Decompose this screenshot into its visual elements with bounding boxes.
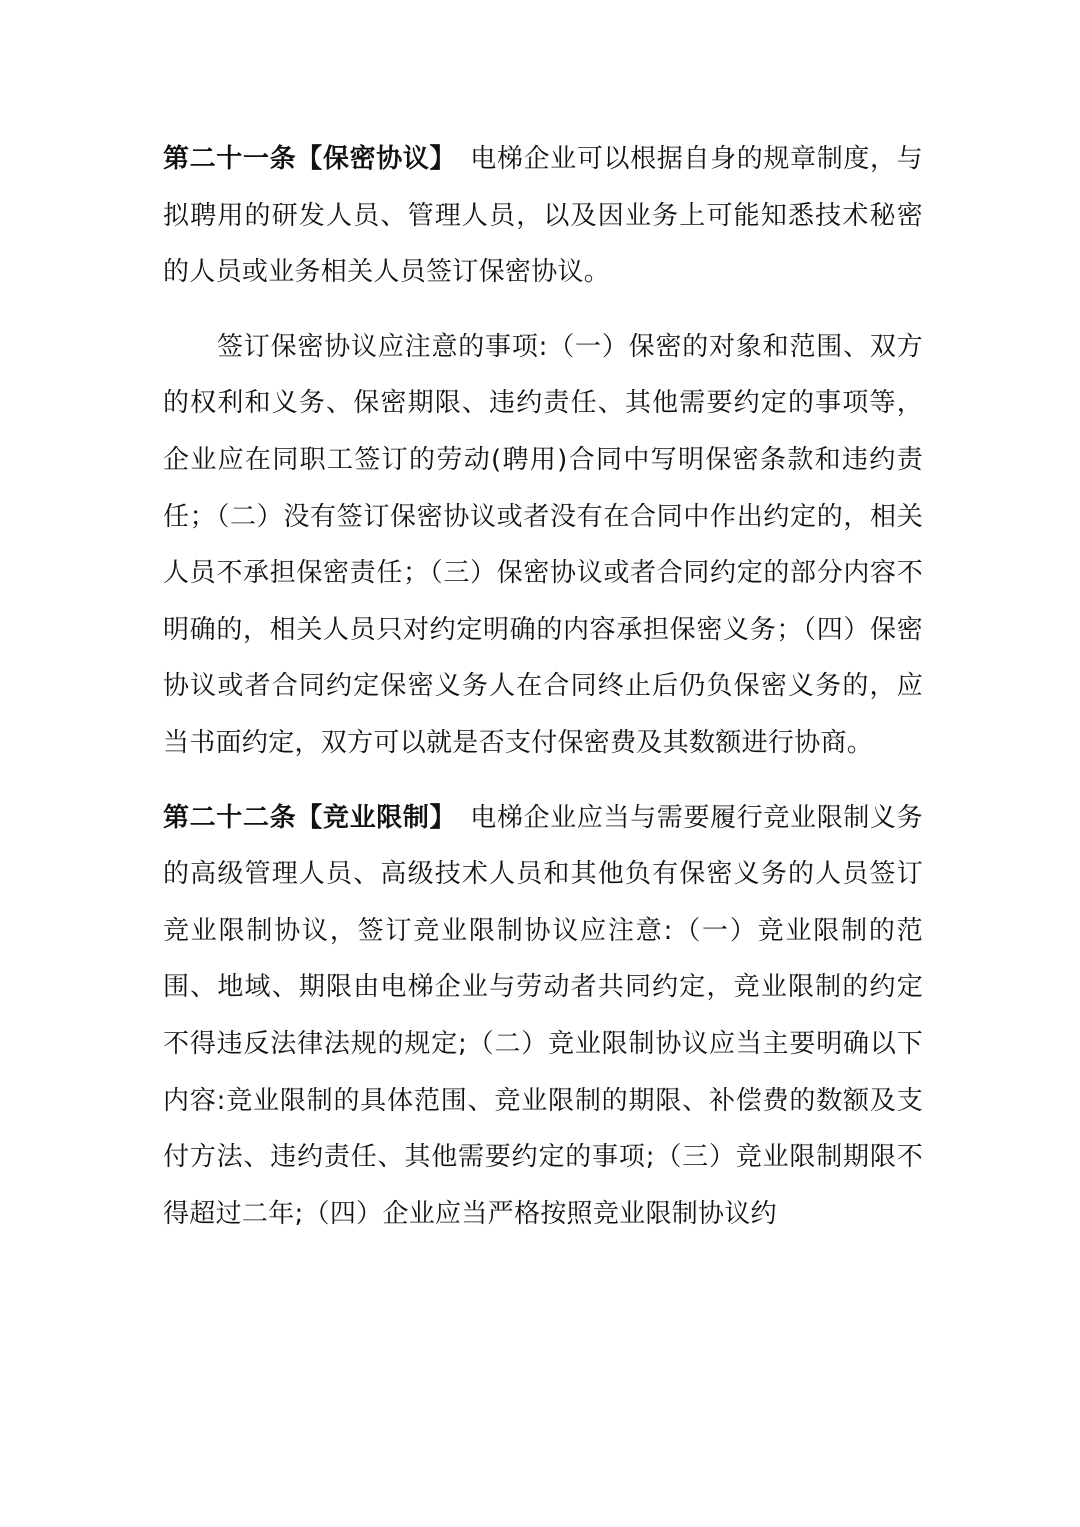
confidentiality-notes-paragraph: 签订保密协议应注意的事项:（一）保密的对象和范围、双方的权利和义务、保密期限、违约责任、其他需要约定的事项等，企业应在同职工签订的劳动(聘用)合同中写明保密条款和违约责任；（二）没有签订保密协议或者没有在合同中作出约定的，相关人员不承担保密责任；（三）保密协议或者合同约定的部分内容不明确的，相关人员只对约定明确的内容承担保密义务；（四）保密协议或者合同约定保密义务人在合同终止后仍负保密义务的，应当书面约定，双方可以就是否支付保密费及其数额进行协商。 bbox=[163, 331, 923, 758]
article-22-title: 第二十二条【竞业限制】 bbox=[163, 802, 457, 833]
article-22-paragraph bbox=[163, 790, 923, 1243]
document-page bbox=[163, 131, 923, 1242]
article-21-title: 第二十一条【保密协议】 bbox=[163, 144, 457, 174]
article-21-body: 电梯企业可以根据自身的规章制度，与拟聘用的研发人员、管理人员，以及因业务上可能知悉技术秘密的人员或业务相关人员签订保密协议。 bbox=[163, 144, 923, 288]
article-22-body: 电梯企业应当与需要履行竞业限制义务的高级管理人员、高级技术人员和其他负有保密义务的人员签订竞业限制协议，签订竞业限制协议应注意:（一）竞业限制的范围、地域、期限由电梯企业与劳动者共同约定，竞业限制的约定不得违反法律法规的规定;（二）竞业限制协议应当主要明确以下内容:竞业限制的具体范围、竞业限制的期限、补偿费的数额及支付方法、违约责任、其他需要约定的事项;（三）竞业限制期限不得超过二年;（四）企业应当严格按照竞业限制协议约 bbox=[163, 802, 923, 1229]
article-21-paragraph bbox=[163, 131, 923, 301]
